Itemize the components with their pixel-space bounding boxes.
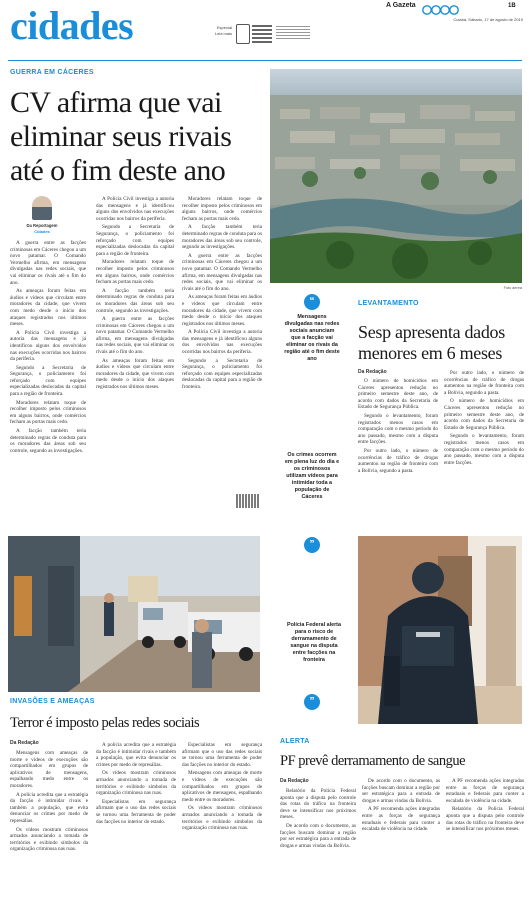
lead-paragraph: Moradores relatam toque de recolher imposto pelos criminosos em alguns bairros, onde comércios fecham as portas mais cedo. xyxy=(96,259,174,286)
section-title: cidades xyxy=(10,3,134,48)
lead-paragraph: A Polícia Civil investiga a autoria das mensagens e já identificou alguns dos envolvidos nas execuções ocorridas nos bairros da periferia. xyxy=(96,196,174,222)
pf-body-col2 xyxy=(362,778,440,900)
pf-body-col3 xyxy=(446,778,524,900)
terror-body-col2 xyxy=(96,742,176,900)
aerial-photo-caption: Foto aérea xyxy=(503,286,522,290)
lead-paragraph: A facção também teria determinado regras de conduta para os moradores das áreas sob seu controle, segundo as investigações. xyxy=(96,287,174,314)
pf-paragraph: De acordo com o documento, as facções buscam dominar a região por ser estratégica para a entrada de drogas e armas vindas da Bolívia. xyxy=(362,778,440,804)
quote-icon: ” xyxy=(304,694,320,710)
aerial-city-photo xyxy=(270,69,522,283)
terror-paragraph: Os vídeos mostram criminosos armados anunciando a tomada de territórios e exibindo símbolos da organização criminosa nas ruas. xyxy=(182,805,262,832)
sesp-paragraph: Segundo o levantamento, foram registrados menos casos em comparação com o mesmo período do ano passado, mesmo com a disputa entre facções. xyxy=(358,412,438,446)
lead-body-col1 xyxy=(10,240,86,502)
quote-icon: “ xyxy=(304,294,320,310)
terror-paragraph: Mensagens com ameaças de morte e vídeos de execuções são compartilhados em grupos de aplicativos de mensagens, espalhando medo entre os moradores. xyxy=(10,750,88,789)
sesp-kicker: LEVANTAMENTO xyxy=(358,300,419,307)
lead-paragraph: A Polícia Civil investiga a autoria das mensagens e já identificou alguns dos envolvidos nas execuções ocorridas nos bairros da periferia. xyxy=(182,329,262,356)
author-avatar xyxy=(32,196,52,220)
pf-body-col1 xyxy=(280,788,356,900)
terror-paragraph: Especialistas em segurança afirmam que o uso das redes sociais se tornou uma ferramenta de poder das facções no interior do estado. xyxy=(96,798,176,825)
pull-quote-2: Os crimes ocorrem em plena luz do dia e os criminosos utilizam vídeos para intimidar toda a população de Cáceres xyxy=(284,452,340,500)
qr-code-icon xyxy=(252,23,272,43)
author-name: Da Reportagem xyxy=(26,223,58,228)
sesp-paragraph: Por outro lado, o número de ocorrências de tráfico de drogas aumentou na região de fronteira com a Bolívia, segundo a pasta. xyxy=(444,370,524,396)
masthead-line-block xyxy=(276,26,310,40)
lead-paragraph: A facção também teria determinado regras de conduta para os moradores das áreas sob seu controle, segundo as investigações. xyxy=(182,224,262,251)
author-role: Cidades xyxy=(34,229,50,234)
lead-paragraph: As ameaças foram feitas em áudios e vídeos que circulam entre moradores da cidade, que vivem com medo desde o início dos ataques registrados nos últimos meses. xyxy=(10,288,86,328)
page-number: 1B xyxy=(508,3,516,9)
lead-paragraph: A guerra entre as facções criminosas em Cáceres chegou a um novo patamar. O Comando Vermelho afirma, em mensagens divulgadas nas redes sociais, que vai eliminar os rivais até o fim do ano. xyxy=(96,316,174,356)
sesp-headline: Sesp apresenta dados menores em 6 meses xyxy=(358,322,505,363)
street-police-photo xyxy=(8,536,260,692)
masthead-rule xyxy=(8,60,522,61)
sesp-paragraph: O número de homicídios em Cáceres apresentou redução no primeiro semestre deste ano, de acordo com dados da Secretaria de Estado de Segurança Pública. xyxy=(358,378,438,411)
terror-paragraph: Mensagens com ameaças de morte e vídeos de execuções são compartilhados em grupos de aplicativos de mensagens, espalhando medo entre os moradores. xyxy=(182,770,262,803)
quote-icon: ” xyxy=(304,537,320,553)
terror-body-col1 xyxy=(10,750,88,900)
sesp-body-col1 xyxy=(358,378,438,530)
lead-kicker: GUERRA EM CÁCERES xyxy=(10,69,94,76)
lead-paragraph: Segundo a Secretaria de Segurança, o policiamento foi reforçado com equipes especializadas deslocadas da capital para a região de fronteira. xyxy=(96,224,174,257)
phone-icon xyxy=(236,24,250,44)
lead-qr-code-icon xyxy=(236,494,260,508)
lead-paragraph: A facção também teria determinado regras de conduta para os moradores das áreas sob seu controle, segundo as investigações. xyxy=(10,428,86,454)
brand-logo-icon xyxy=(422,2,462,12)
masthead-tag xyxy=(204,25,232,37)
sesp-paragraph: O número de homicídios em Cáceres apresentou redução no primeiro semestre deste ano, de acordo com dados da Secretaria de Estado de Segurança Pública. xyxy=(444,398,524,431)
police-officer-photo xyxy=(358,536,522,724)
pf-paragraph: De acordo com o documento, as facções buscam dominar a região por ser estratégica para a entrada de drogas e armas vindas da Bolívia. xyxy=(280,822,356,849)
sesp-body-col2 xyxy=(444,370,524,522)
pf-headline: PF prevê derramamento de sangue xyxy=(280,753,466,769)
sesp-paragraph: Por outro lado, o número de ocorrências de tráfico de drogas aumentou na região de fronteira com a Bolívia, segundo a pasta. xyxy=(358,447,438,474)
terror-headline: Terror é imposto pelas redes sociais xyxy=(10,715,200,731)
pull-quote-3: Polícia Federal alerta para o risco de derramamento de sangue na disputa entre facções na fronteira xyxy=(287,622,341,663)
terror-body-col3 xyxy=(182,742,262,900)
pf-byline: Da Redação xyxy=(280,778,309,784)
terror-paragraph: A polícia acredita que a estratégia da facção é intimidar rivais e também a população, que evita denunciar os crimes por medo de represálias. xyxy=(10,791,88,824)
lead-paragraph: Moradores relatam toque de recolher imposto pelos criminosos em alguns bairros, onde comércios fecham as portas mais cedo. xyxy=(10,399,86,426)
lead-body-col3 xyxy=(182,196,262,486)
masthead-tag-line1: Especial xyxy=(216,25,232,30)
pf-paragraph: A PF recomenda ações integradas entre as forças de segurança estaduais e federais para conter a escalada de violência na cidade. xyxy=(446,778,524,804)
pf-paragraph: Relatório da Polícia Federal aponta que a disputa pelo controle das rotas do tráfico na fronteira deve se intensificar nos próximos meses. xyxy=(446,806,524,833)
lead-paragraph: A guerra entre as facções criminosas em Cáceres chegou a um novo patamar. O Comando Vermelho afirma, em mensagens divulgadas nas redes sociais, que vai eliminar os rivais até o fim do ano. xyxy=(182,252,262,292)
terror-paragraph: Especialistas em segurança afirmam que o uso das redes sociais se tornou uma ferramenta de poder das facções no interior do estado. xyxy=(182,742,262,768)
masthead-tag-line2: Leia mais xyxy=(214,31,232,36)
lead-paragraph: As ameaças foram feitas em áudios e vídeos que circulam entre moradores da cidade, que vivem com medo desde o início dos ataques registrados nos últimos meses. xyxy=(96,357,174,391)
pull-quote-1: Mensagens divulgadas nas redes sociais anunciam que a facção vai eliminar os rivais da região até o fim deste ano xyxy=(284,314,340,362)
lead-body-col2 xyxy=(96,196,174,502)
terror-byline: Da Redação xyxy=(10,740,39,746)
terror-paragraph: Os vídeos mostram criminosos armados anunciando a tomada de territórios e exibindo símbolos da organização criminosa nas ruas. xyxy=(10,826,88,853)
pf-kicker: ALERTA xyxy=(280,738,310,745)
lead-paragraph: A Polícia Civil investiga a autoria das mensagens e já identificou alguns dos envolvidos nas execuções ocorridas nos bairros da periferia. xyxy=(10,329,86,363)
lead-paragraph: Segundo a Secretaria de Segurança, o policiamento foi reforçado com equipes especializadas deslocadas da capital para a região de fronteira. xyxy=(182,357,262,391)
pf-paragraph: A PF recomenda ações integradas entre as forças de segurança estaduais e federais para conter a escalada de violência na cidade. xyxy=(362,806,440,833)
sesp-paragraph: Segundo o levantamento, foram registrados menos casos em comparação com o mesmo período do ano passado, mesmo com a disputa entre facções. xyxy=(444,433,524,466)
terror-kicker: INVASÕES E AMEAÇAS xyxy=(10,698,95,705)
pf-paragraph: Relatório da Polícia Federal aponta que a disputa pelo controle das rotas do tráfico na fronteira deve se intensificar nos próximos meses. xyxy=(280,788,356,821)
sesp-byline: Da Redação xyxy=(358,369,387,375)
lead-paragraph: Moradores relatam toque de recolher imposto pelos criminosos em alguns bairros, onde comércios fecham as portas mais cedo. xyxy=(182,196,262,222)
brand-name: A Gazeta xyxy=(386,2,416,9)
terror-paragraph: A polícia acredita que a estratégia da facção é intimidar rivais e também a população, que evita denunciar os crimes por medo de represálias. xyxy=(96,742,176,768)
lead-paragraph: Segundo a Secretaria de Segurança, o policiamento foi reforçado com equipes especializadas deslocadas da capital para a região de fronteira. xyxy=(10,364,86,398)
lead-paragraph: As ameaças foram feitas em áudios e vídeos que circulam entre moradores da cidade, que vivem com medo desde o início dos ataques registrados nos últimos meses. xyxy=(182,294,262,327)
terror-paragraph: Os vídeos mostram criminosos armados anunciando a tomada de territórios e exibindo símbolos da organização criminosa nas ruas. xyxy=(96,770,176,797)
lead-headline: CV afirma que vai eliminar seus rivais até o fim deste ano xyxy=(10,86,232,187)
lead-paragraph: A guerra entre as facções criminosas em Cáceres chegou a um novo patamar. O Comando Vermelho afirma, em mensagens divulgadas nas redes sociais, que vai eliminar os rivais até o fim do ano. xyxy=(10,240,86,286)
edition-date: Cuiabá, Sábado, 17 de agosto de 2019 xyxy=(453,17,523,22)
